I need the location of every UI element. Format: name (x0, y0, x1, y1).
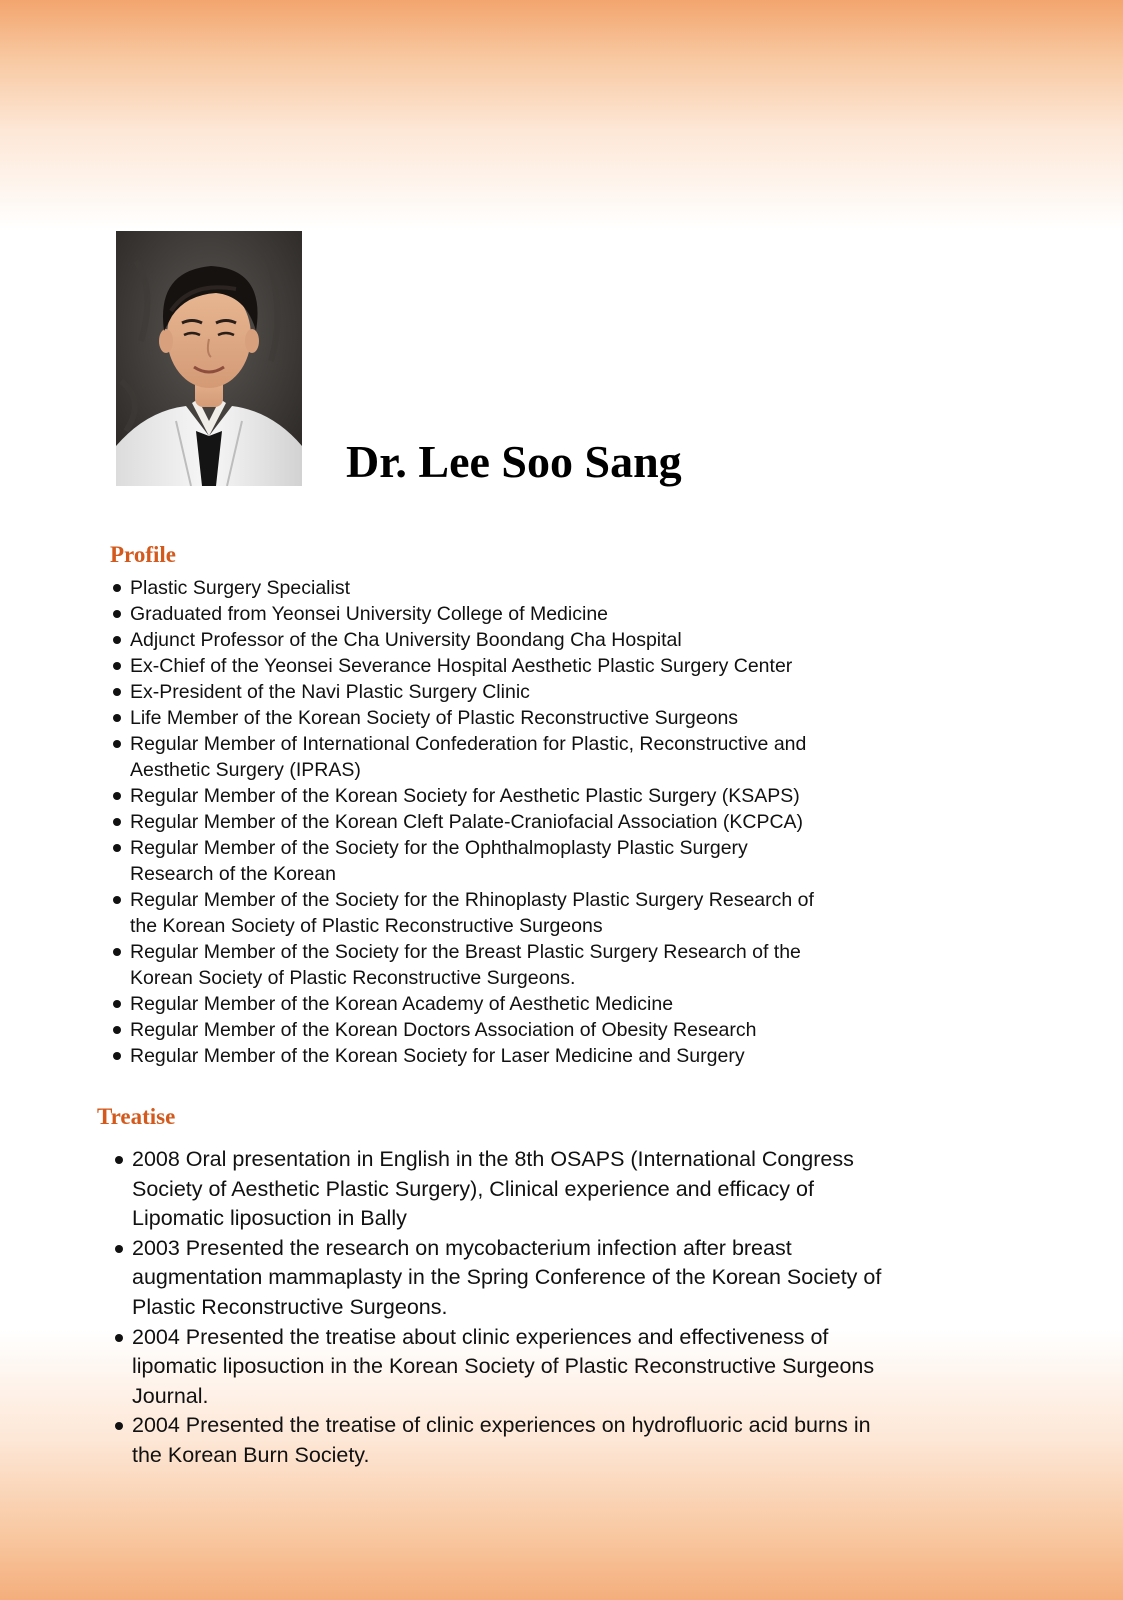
list-item-text: the Korean Burn Society. (132, 1442, 370, 1467)
list-item-text: Korean Society of Plastic Reconstructive Surgeons. (130, 967, 576, 989)
list-item-text: Regular Member of the Korean Society for Aesthetic Plastic Surgery (KSAPS) (130, 785, 800, 807)
list-item-text: 2008 Oral presentation in English in the 8th OSAPS (International Congress (132, 1147, 854, 1171)
treatise-heading: Treatise (97, 1104, 176, 1129)
list-item-text: Regular Member of the Korean Cleft Palate-Craniofacial Association (KCPCA) (130, 811, 804, 833)
list-item-text: Regular Member of the Korean Academy of Aesthetic Medicine (130, 993, 674, 1015)
doctor-name: Dr. Lee Soo Sang (346, 436, 682, 487)
list-item-text: Ex-Chief of the Yeonsei Severance Hospital Aesthetic Plastic Surgery Center (130, 655, 793, 677)
list-item-text: Research of the Korean (130, 863, 336, 885)
list-item (130, 679, 814, 705)
list-item (130, 1043, 814, 1069)
doctor-portrait-image (116, 231, 302, 486)
list-item-text: Ex-President of the Navi Plastic Surgery Clinic (130, 681, 530, 703)
list-item (132, 1411, 881, 1470)
list-item-text: the Korean Society of Plastic Reconstructive Surgeons (130, 915, 603, 937)
list-item (130, 1017, 814, 1043)
list-item-text: Graduated from Yeonsei University College of Medicine (130, 603, 609, 625)
list-item (130, 939, 814, 991)
list-item-text: Regular Member of the Society for the Rhinoplasty Plastic Surgery Research of (130, 889, 814, 911)
list-item (130, 731, 814, 783)
list-item-text: Regular Member of International Confederation for Plastic, Reconstructive and (130, 733, 807, 755)
list-item-text: Society of Aesthetic Plastic Surgery), Clinical experience and efficacy of (132, 1176, 814, 1201)
list-item-text: Regular Member of the Society for the Breast Plastic Surgery Research of the (130, 941, 801, 963)
list-item (130, 575, 814, 601)
list-item-text: Aesthetic Surgery (IPRAS) (130, 759, 361, 781)
list-item-text: Life Member of the Korean Society of Plastic Reconstructive Surgeons (130, 707, 739, 729)
list-item-text: lipomatic liposuction in the Korean Society of Plastic Reconstructive Surgeons (132, 1354, 875, 1379)
list-item (130, 601, 814, 627)
list-item (130, 887, 814, 939)
doctor-photo (116, 231, 302, 486)
list-item (130, 653, 814, 679)
list-item (132, 1145, 881, 1234)
list-item-text: 2004 Presented the treatise about clinic experiences and effectiveness of (132, 1324, 829, 1349)
treatise-list (132, 1145, 881, 1471)
list-item-text: Plastic Reconstructive Surgeons. (132, 1294, 448, 1319)
list-item (130, 783, 814, 809)
list-item (130, 627, 814, 653)
list-item (130, 835, 814, 887)
list-item-text: Regular Member of the Society for the Ophthalmoplasty Plastic Surgery (130, 837, 748, 859)
profile-heading: Profile (110, 542, 176, 567)
list-item (132, 1323, 881, 1412)
list-item-text: Adjunct Professor of the Cha University Boondang Cha Hospital (130, 629, 682, 651)
list-item-text: augmentation mammaplasty in the Spring Conference of the Korean Society of (132, 1265, 882, 1290)
profile-list (130, 575, 814, 1069)
list-item-text: Lipomatic liposuction in Bally (132, 1206, 407, 1231)
list-item (130, 991, 814, 1017)
list-item (132, 1234, 881, 1323)
list-item-text: Plastic Surgery Specialist (130, 577, 351, 599)
list-item-text: 2003 Presented the research on mycobacterium infection after breast (132, 1235, 792, 1260)
list-item-text: Journal. (132, 1383, 209, 1408)
list-item-text: Regular Member of the Korean Doctors Association of Obesity Research (130, 1019, 757, 1041)
list-item (130, 809, 814, 835)
list-item-text: 2004 Presented the treatise of clinic experiences on hydrofluoric acid burns in (132, 1413, 871, 1438)
list-item-text: Regular Member of the Korean Society for Laser Medicine and Surgery (130, 1045, 745, 1067)
list-item (130, 705, 814, 731)
